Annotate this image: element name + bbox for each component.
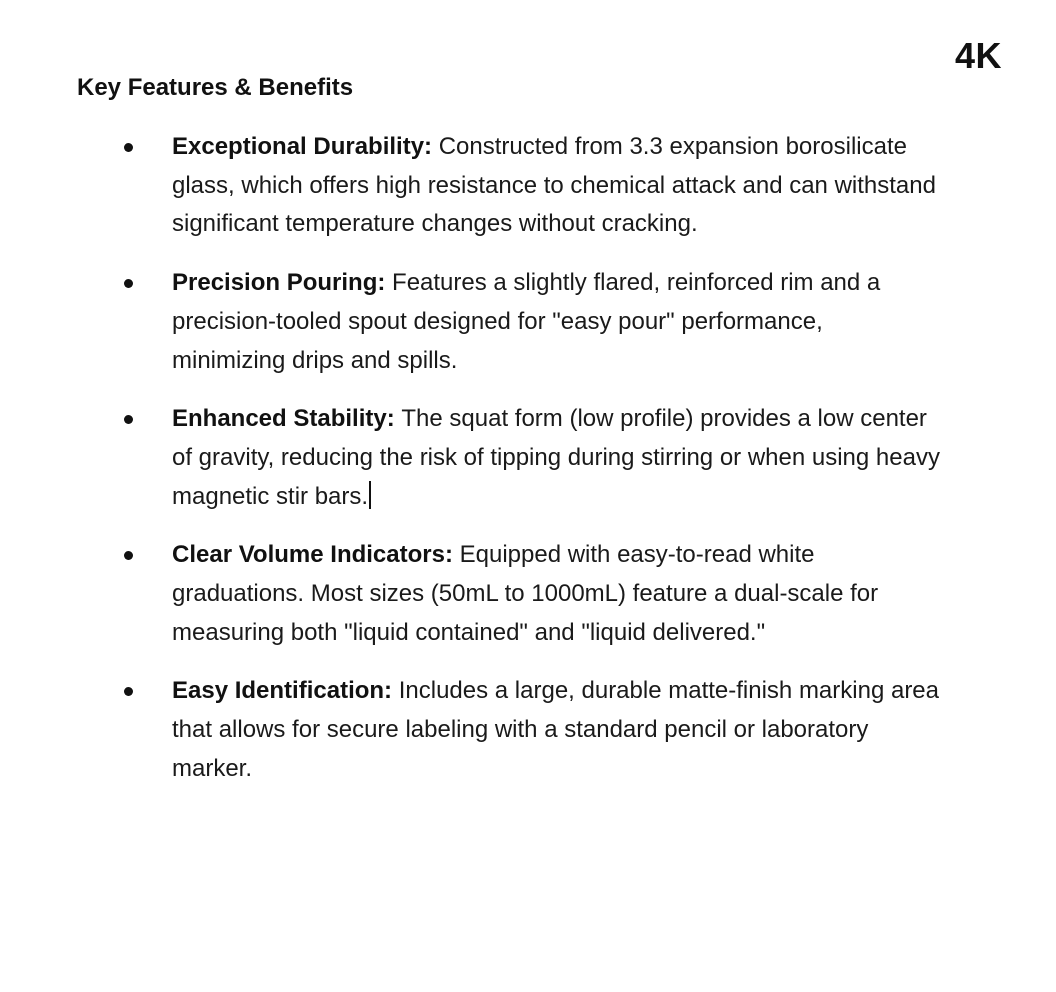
bullet-icon: [124, 415, 133, 424]
feature-text: Features a slightly flared, reinforced rim and a precision-tooled spout designed for "easy pour" performance, minimizing drips and spills.: [172, 269, 881, 374]
resolution-badge: 4K: [954, 35, 1002, 76]
features-list: [0, 128, 1056, 809]
feature-title: Easy Identification:: [172, 677, 399, 705]
feature-item-identification: [0, 672, 942, 788]
feature-text: Constructed from 3.3 expansion borosilicate glass, which offers high resistance to chemical attack and can withstand significant temperature changes without cracking.: [172, 133, 936, 238]
feature-item-stability: [0, 400, 942, 516]
feature-title: Enhanced Stability:: [172, 405, 402, 433]
bullet-icon: [124, 143, 133, 152]
text-cursor[interactable]: [369, 481, 371, 509]
bullet-icon: [124, 279, 133, 288]
feature-text: Includes a large, durable matte-finish marking area that allows for secure labeling with a standard pencil or laboratory marker.: [172, 677, 939, 782]
section-heading: Key Features & Benefits: [77, 74, 354, 101]
feature-title: Precision Pouring:: [172, 269, 393, 297]
feature-item-pouring: [0, 264, 942, 380]
bullet-icon: [124, 687, 133, 696]
feature-title: Exceptional Durability:: [172, 133, 439, 160]
bullet-icon: [124, 551, 133, 560]
feature-text: The squat form (low profile) provides a low center of gravity, reducing the risk of tipping during stirring or when using heavy magnetic stir bars.: [172, 405, 940, 510]
feature-title: Clear Volume Indicators:: [172, 541, 460, 569]
feature-item-durability: [0, 128, 942, 244]
feature-item-volume: [0, 536, 942, 652]
feature-text: Equipped with easy-to-read white graduations. Most sizes (50mL to 1000mL) feature a dual-scale for measuring both "liquid contained" and "liquid delivered.": [172, 541, 879, 646]
